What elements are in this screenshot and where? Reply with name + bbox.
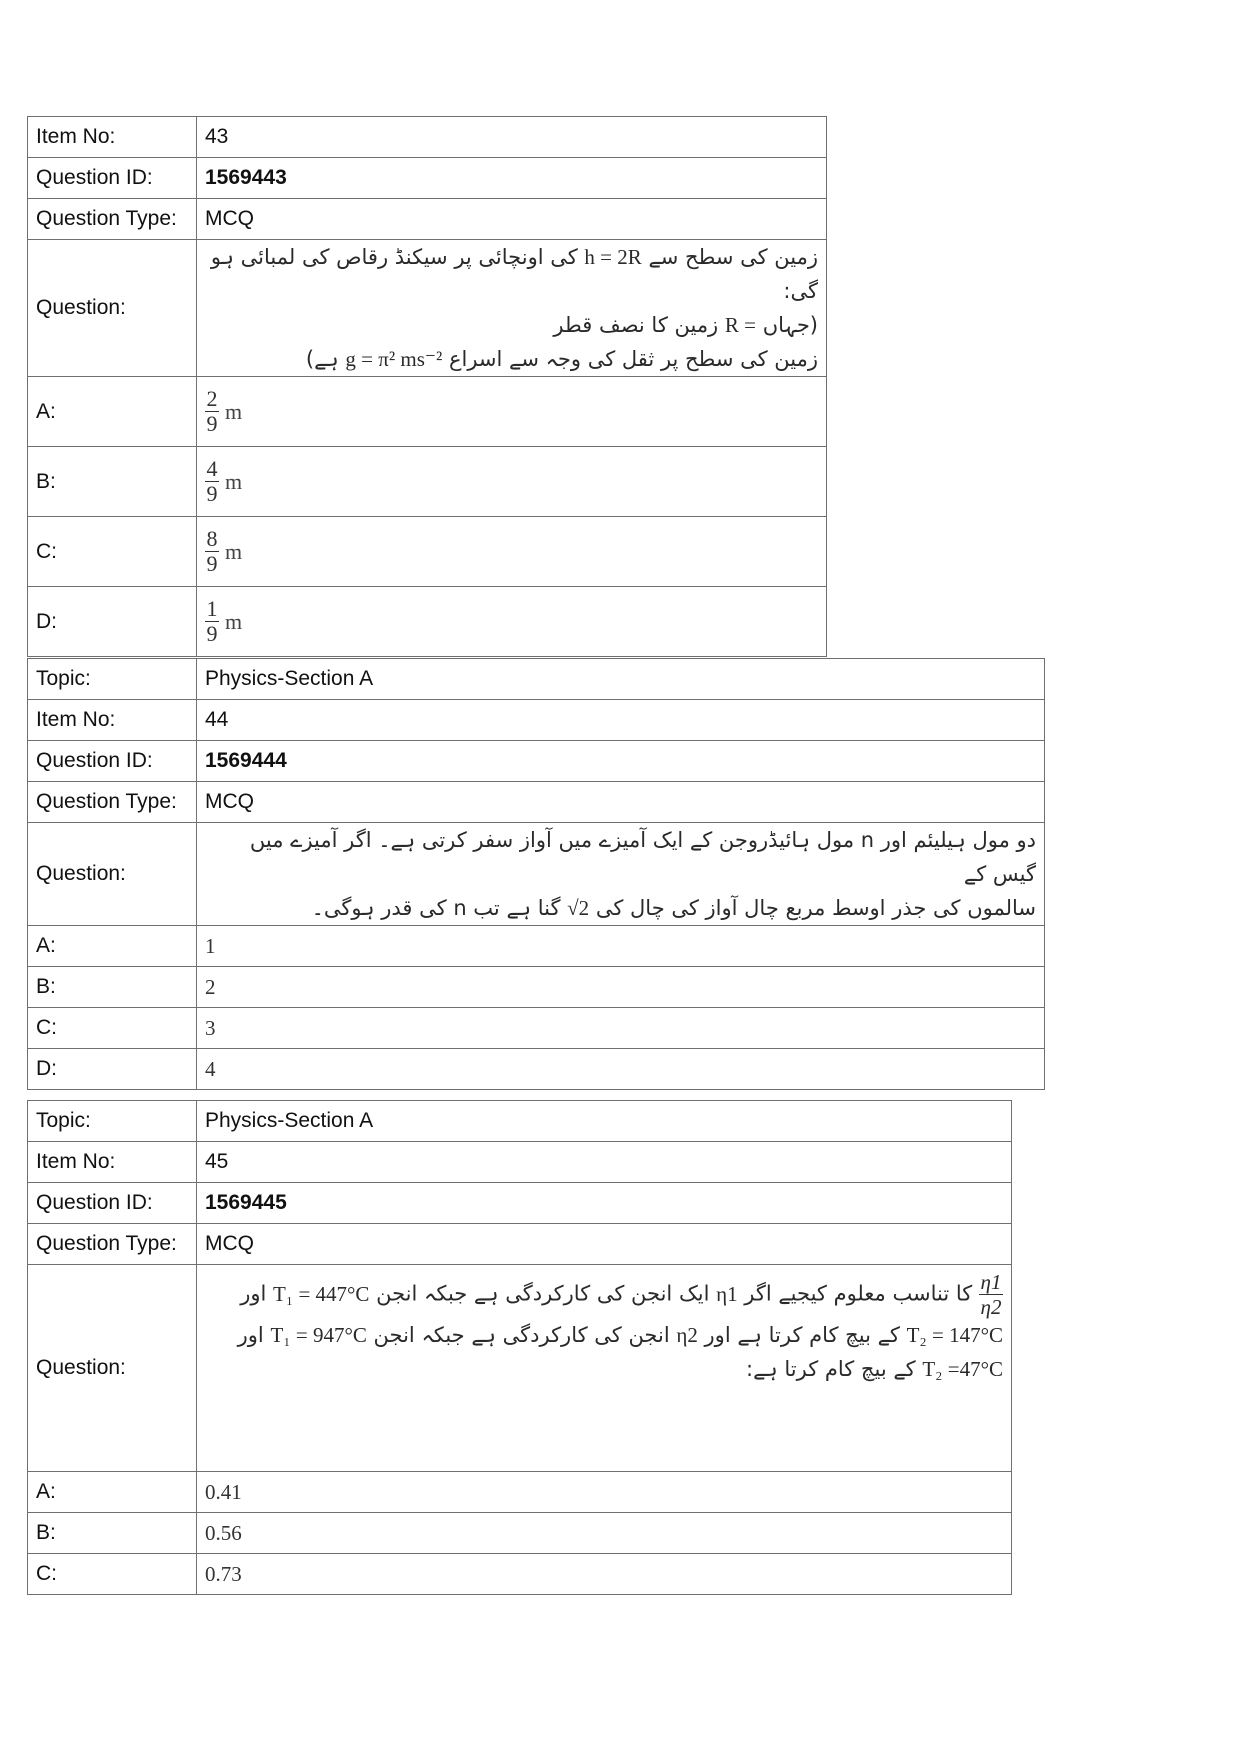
question-text xyxy=(197,240,827,377)
question-row xyxy=(28,1265,1012,1472)
fraction: $\frac{1}{9}$ xyxy=(206,596,218,646)
option-d-row xyxy=(28,587,827,657)
option-b-label: B: xyxy=(28,447,197,517)
question-text xyxy=(197,1265,1012,1472)
question-type-row xyxy=(28,1224,1012,1265)
question-type-value: MCQ xyxy=(197,1224,1012,1265)
question-id-value: 1569444 xyxy=(197,741,1045,782)
option-b-value: $\frac{4}{9}$ m xyxy=(197,447,827,517)
question-44-table xyxy=(27,658,1045,1090)
option-c-value: $\frac{8}{9}$ m xyxy=(197,517,827,587)
option-a-value: 1 xyxy=(197,926,1045,967)
question-line-3: زمین کی سطح پر ثقل کی وجہ سے اسراع g = π² ms⁻² ہے) xyxy=(305,347,818,371)
question-label: Question: xyxy=(28,823,197,926)
option-c-row xyxy=(28,1008,1045,1049)
option-a-label: A: xyxy=(28,926,197,967)
topic-label: Topic: xyxy=(28,659,197,700)
question-id-value: 1569445 xyxy=(197,1183,1012,1224)
option-b-row xyxy=(28,967,1045,1008)
question-row xyxy=(28,823,1045,926)
question-id-label: Question ID: xyxy=(28,158,197,199)
question-type-value: MCQ xyxy=(197,199,827,240)
option-c-value: 0.73 xyxy=(197,1554,1012,1595)
question-id-row xyxy=(28,741,1045,782)
question-line-2: سالموں کی جذر اوسط مربع چال آواز کی چال کی √2 گنا ہے تب n کی قدر ہوگی۔ xyxy=(311,896,1036,920)
item-no-label: Item No: xyxy=(28,1142,197,1183)
option-d-label: D: xyxy=(28,1049,197,1090)
item-no-row xyxy=(28,117,827,158)
option-a-label: A: xyxy=(28,1472,197,1513)
question-type-label: Question Type: xyxy=(28,1224,197,1265)
question-label: Question: xyxy=(28,1265,197,1472)
question-line-1: دو مول ہیلیئم اور n مول ہائیڈروجن کے ایک آمیزے میں آواز سفر کرتی ہے۔ اگر آمیزے میں گیس کے xyxy=(249,828,1036,886)
option-c-row xyxy=(28,517,827,587)
option-b-label: B: xyxy=(28,1513,197,1554)
question-id-row xyxy=(28,1183,1012,1224)
option-b-value: 2 xyxy=(197,967,1045,1008)
question-id-row xyxy=(28,158,827,199)
question-id-value: 1569443 xyxy=(197,158,827,199)
option-c-label: C: xyxy=(28,517,197,587)
option-b-label: B: xyxy=(28,967,197,1008)
option-a-label: A: xyxy=(28,377,197,447)
eta-ratio: $\frac{\eta 1}{\eta 2}$ xyxy=(980,1270,1002,1319)
question-line-3: T₂ =47°C کے بیچ کام کرتا ہے: xyxy=(746,1357,1003,1381)
option-c-label: C: xyxy=(28,1554,197,1595)
option-c-row xyxy=(28,1554,1012,1595)
fraction: $\frac{2}{9}$ xyxy=(206,386,218,436)
question-line-2: T₂ = 147°C کے بیچ کام کرتا ہے اور η2 انجن کی کارکردگی ہے جبکہ انجن T₁ = 947°C اور xyxy=(237,1323,1003,1347)
item-no-value: 43 xyxy=(197,117,827,158)
option-b-row xyxy=(28,1513,1012,1554)
question-type-row xyxy=(28,782,1045,823)
topic-row xyxy=(28,1101,1012,1142)
question-id-label: Question ID: xyxy=(28,741,197,782)
option-a-value: 0.41 xyxy=(197,1472,1012,1513)
option-d-label: D: xyxy=(28,587,197,657)
question-type-label: Question Type: xyxy=(28,199,197,240)
item-no-row xyxy=(28,700,1045,741)
question-line-1: $\frac{\eta 1}{\eta 2}$ کا تناسب معلوم کیجیے اگر η1 ایک انجن کی کارکردگی ہے جبکہ انجن T₁ = 447°C اور xyxy=(240,1270,1002,1319)
option-c-value: 3 xyxy=(197,1008,1045,1049)
fraction: $\frac{8}{9}$ xyxy=(206,526,218,576)
item-no-label: Item No: xyxy=(28,700,197,741)
question-type-row xyxy=(28,199,827,240)
topic-value: Physics-Section A xyxy=(197,659,1045,700)
option-d-row xyxy=(28,1049,1045,1090)
option-a-row xyxy=(28,1472,1012,1513)
option-a-row xyxy=(28,926,1045,967)
option-c-label: C: xyxy=(28,1008,197,1049)
question-43-table xyxy=(27,116,827,657)
option-a-row xyxy=(28,377,827,447)
topic-row xyxy=(28,659,1045,700)
question-text xyxy=(197,823,1045,926)
question-label: Question: xyxy=(28,240,197,377)
question-line-1: زمین کی سطح سے h = 2R کی اونچائی پر سیکنڈ رقاص کی لمبائی ہو گی: xyxy=(210,245,818,303)
question-type-value: MCQ xyxy=(197,782,1045,823)
question-id-label: Question ID: xyxy=(28,1183,197,1224)
option-d-value: $\frac{1}{9}$ m xyxy=(197,587,827,657)
question-45-table xyxy=(27,1100,1012,1595)
option-a-value: $\frac{2}{9}$ m xyxy=(197,377,827,447)
question-type-label: Question Type: xyxy=(28,782,197,823)
option-b-value: 0.56 xyxy=(197,1513,1012,1554)
item-no-label: Item No: xyxy=(28,117,197,158)
fraction: $\frac{4}{9}$ xyxy=(206,456,218,506)
option-d-value: 4 xyxy=(197,1049,1045,1090)
option-b-row xyxy=(28,447,827,517)
item-no-value: 44 xyxy=(197,700,1045,741)
topic-label: Topic: xyxy=(28,1101,197,1142)
item-no-value: 45 xyxy=(197,1142,1012,1183)
item-no-row xyxy=(28,1142,1012,1183)
topic-value: Physics-Section A xyxy=(197,1101,1012,1142)
question-row xyxy=(28,240,827,377)
question-line-2: (جہاں R = زمین کا نصف قطر xyxy=(553,313,818,337)
